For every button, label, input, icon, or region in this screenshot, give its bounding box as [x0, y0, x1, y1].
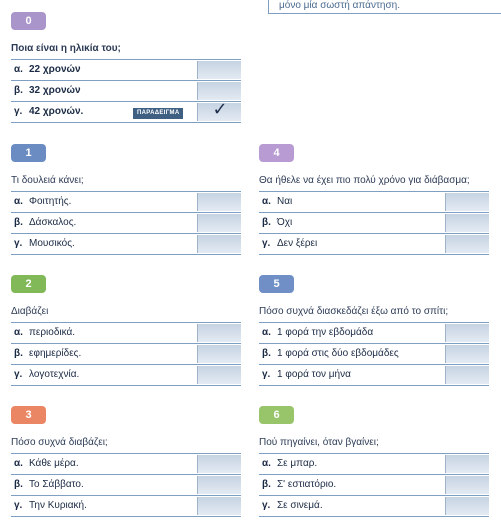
option-text: 1 φορά στις δύο εβδομάδες: [277, 348, 399, 359]
option-b: [11, 475, 241, 496]
question-number-badge: 6: [259, 406, 294, 424]
option-letter: α.: [262, 458, 271, 469]
option-letter: γ.: [262, 238, 271, 249]
answer-box[interactable]: [445, 193, 489, 211]
option-c: [259, 496, 489, 517]
option-text: λογοτεχνία.: [29, 369, 80, 380]
option-letter: β.: [14, 479, 23, 490]
question-text: Θα ήθελε να έχει πιο πολύ χρόνο για διάβασμα;: [259, 175, 470, 186]
answer-box[interactable]: [445, 476, 489, 494]
question-number-badge: 3: [11, 406, 46, 424]
answer-box[interactable]: [197, 214, 241, 232]
answer-box[interactable]: [445, 235, 489, 253]
option-a: [259, 323, 489, 344]
option-letter: β.: [262, 348, 271, 359]
option-a: [11, 323, 241, 344]
check-mark-icon: ✓: [212, 99, 228, 119]
question-text: Τι δουλειά κάνει;: [11, 175, 84, 186]
question-number-badge: 0: [11, 12, 46, 30]
instruction-note: μόνο μία σωστή απάντηση.: [268, 0, 501, 14]
option-a: [11, 192, 241, 213]
question-number-badge: 5: [259, 275, 294, 293]
option-letter: α.: [262, 327, 271, 338]
option-text: εφημερίδες.: [29, 348, 82, 359]
option-letter: γ.: [14, 500, 23, 511]
answer-box[interactable]: [197, 345, 241, 363]
question-number-badge: 1: [11, 144, 46, 162]
option-text: Την Κυριακή.: [29, 500, 87, 511]
answer-box[interactable]: [197, 497, 241, 515]
options-list: [11, 453, 241, 517]
option-b: [259, 475, 489, 496]
answer-box[interactable]: [197, 455, 241, 473]
question-number-badge: 2: [11, 275, 46, 293]
answer-box[interactable]: [197, 99, 241, 121]
answer-box[interactable]: [445, 345, 489, 363]
option-c: [11, 99, 241, 123]
answer-box[interactable]: [197, 193, 241, 211]
question-text: Πόσο συχνά διαβάζει;: [11, 437, 108, 448]
option-b: [11, 213, 241, 234]
option-b: [259, 213, 489, 234]
option-text: Ναι: [277, 196, 293, 207]
answer-box[interactable]: [197, 324, 241, 342]
option-text: Κάθε μέρα.: [29, 458, 79, 469]
options-list: [11, 191, 241, 255]
answer-box[interactable]: [445, 455, 489, 473]
option-letter: β.: [14, 217, 23, 228]
option-c: [11, 234, 241, 255]
example-label: ΠΑΡΑΔΕΙΓΜΑ: [133, 108, 183, 119]
options-list: [259, 453, 489, 517]
option-a: [259, 192, 489, 213]
option-a: [11, 454, 241, 475]
options-list: [11, 322, 241, 386]
answer-box[interactable]: [197, 476, 241, 494]
option-a: [259, 454, 489, 475]
option-text: Δάσκαλος.: [29, 217, 77, 228]
option-c: [259, 365, 489, 386]
option-c: [259, 234, 489, 255]
question-number-badge: 4: [259, 144, 294, 162]
answer-box[interactable]: [445, 366, 489, 384]
option-text: 1 φορά την εβδομάδα: [277, 327, 374, 338]
options-list: [259, 322, 489, 386]
option-letter: γ.: [262, 369, 271, 380]
option-letter: β.: [262, 479, 271, 490]
option-text: Δεν ξέρει: [277, 238, 318, 249]
option-letter: α.: [14, 327, 23, 338]
answer-box[interactable]: [197, 366, 241, 384]
option-text: 32 χρονών: [29, 85, 81, 96]
question-text: Ποια είναι η ηλικία του;: [11, 43, 121, 54]
option-letter: β.: [262, 217, 271, 228]
options-list: [259, 191, 489, 255]
answer-box[interactable]: [197, 61, 241, 79]
option-text: Όχι: [277, 217, 293, 228]
option-text: περιοδικά.: [29, 327, 76, 338]
option-text: Σε σινεμά.: [277, 500, 323, 511]
answer-box[interactable]: [197, 235, 241, 253]
option-text: Σ' εστιατόριο.: [277, 479, 337, 490]
option-text: Φοιτητής.: [29, 196, 72, 207]
answer-box[interactable]: [445, 324, 489, 342]
option-c: [11, 496, 241, 517]
question-text: Διαβάζει: [11, 306, 49, 317]
option-letter: γ.: [14, 106, 23, 117]
question-text: Πόσο συχνά διασκεδάζει έξω από το σπίτι;: [259, 306, 449, 317]
answer-box[interactable]: [445, 214, 489, 232]
option-letter: β.: [14, 348, 23, 359]
option-letter: α.: [14, 458, 23, 469]
option-letter: α.: [14, 196, 23, 207]
option-text: Το Σάββατο.: [29, 479, 84, 490]
option-text: Μουσικός.: [29, 238, 75, 249]
option-b: [11, 344, 241, 365]
option-b: [259, 344, 489, 365]
option-letter: α.: [14, 64, 23, 75]
option-letter: γ.: [14, 369, 23, 380]
option-letter: β.: [14, 85, 23, 96]
option-letter: γ.: [262, 500, 271, 511]
options-list: [11, 59, 241, 123]
answer-box[interactable]: [197, 82, 241, 100]
option-text: 22 χρονών: [29, 64, 81, 75]
option-letter: α.: [262, 196, 271, 207]
option-text: 42 χρονών.: [29, 106, 84, 117]
option-letter: γ.: [14, 238, 23, 249]
question-text: Πού πηγαίνει, όταν βγαίνει;: [259, 437, 379, 448]
option-c: [11, 365, 241, 386]
answer-box[interactable]: [445, 497, 489, 515]
option-text: 1 φορά τον μήνα: [277, 369, 351, 380]
option-a: [11, 60, 241, 81]
option-text: Σε μπαρ.: [277, 458, 318, 469]
